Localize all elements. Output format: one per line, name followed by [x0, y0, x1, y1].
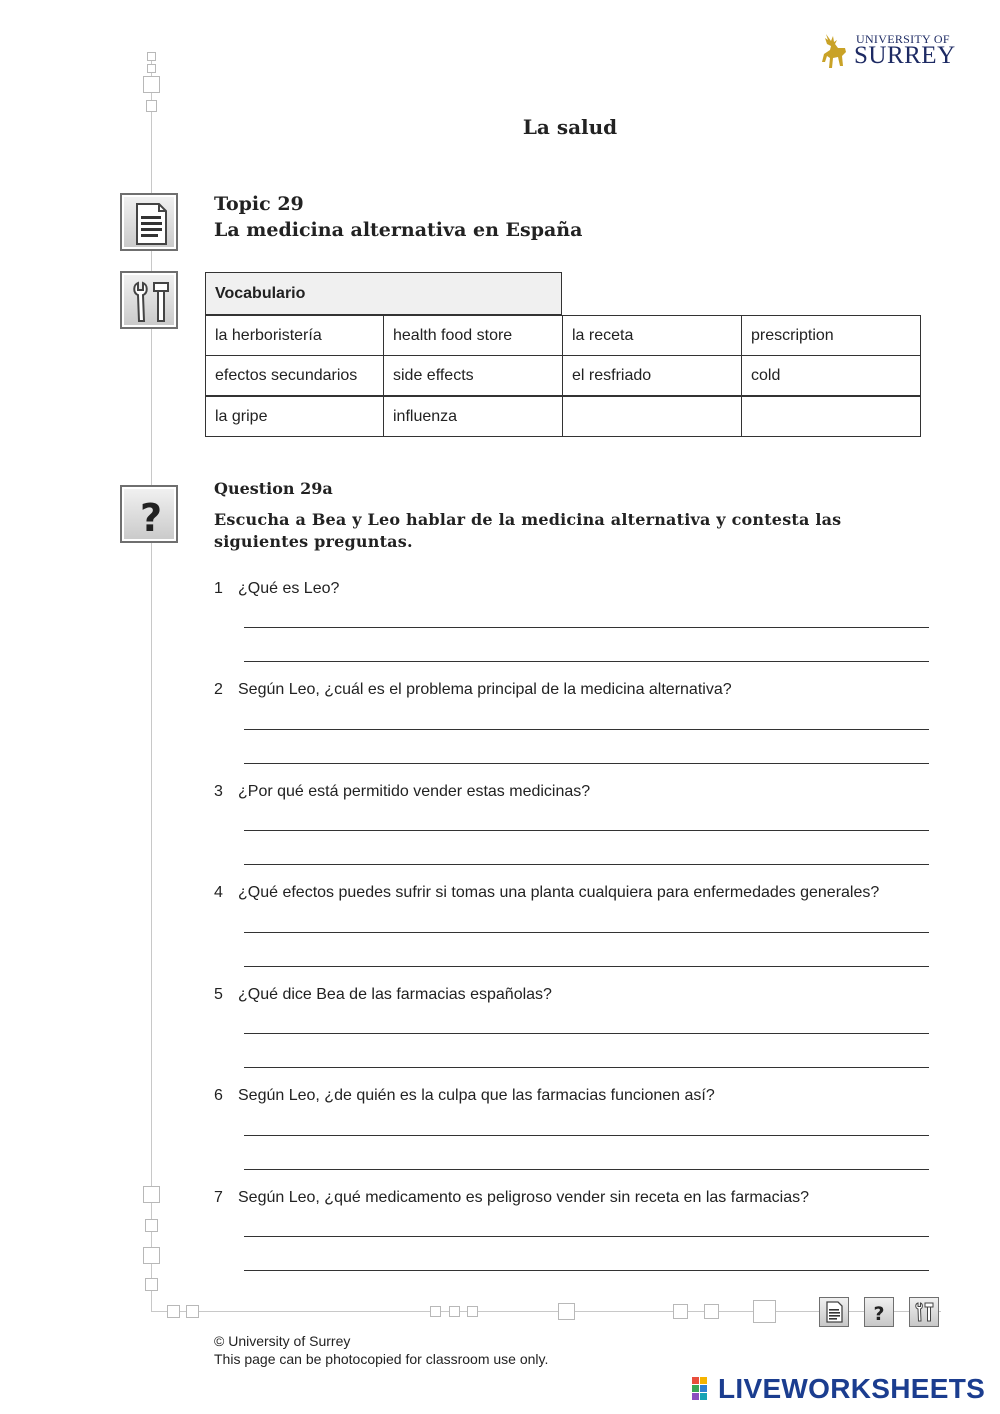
answer-line[interactable]: [244, 729, 929, 730]
question-text: Según Leo, ¿de quién es la culpa que las farmacias funcionen así?: [238, 1087, 715, 1104]
question-item: [214, 580, 934, 680]
tools-icon: [120, 271, 178, 329]
question-number: 6: [214, 1087, 223, 1104]
answer-line[interactable]: [244, 763, 929, 764]
answer-line[interactable]: [244, 1135, 929, 1136]
footer-question-icon: [864, 1297, 894, 1327]
question-number: 3: [214, 783, 223, 800]
vocab-row: [205, 315, 921, 356]
frame-square: [753, 1300, 776, 1323]
question-item: [214, 884, 934, 984]
vocab-cell: influenza: [383, 396, 563, 437]
question-number: 4: [214, 884, 223, 901]
question-number: 5: [214, 986, 223, 1003]
answer-line[interactable]: [244, 1270, 929, 1271]
vocab-cell: la herboristería: [205, 315, 384, 356]
footer-document-icon: [819, 1297, 849, 1327]
frame-square: [143, 76, 160, 93]
vocab-heading: Vocabulario: [205, 272, 562, 315]
footer-tools-icon: [909, 1297, 939, 1327]
frame-square: [704, 1304, 719, 1319]
question-item: [214, 1189, 934, 1289]
frame-square: [186, 1305, 199, 1318]
liveworksheets-brand: LIVEWORKSHEETS: [718, 1373, 986, 1404]
frame-square: [147, 64, 156, 73]
answer-line[interactable]: [244, 627, 929, 628]
svg-text:?: ?: [139, 496, 163, 540]
question-text: ¿Qué efectos puedes sufrir si tomas una planta cualquiera para enfermedades generales?: [238, 884, 880, 901]
frame-square: [430, 1306, 441, 1317]
answer-line[interactable]: [244, 932, 929, 933]
question-number: 7: [214, 1189, 223, 1206]
copyright-text: © University of Surrey: [214, 1333, 351, 1349]
frame-square: [145, 1278, 158, 1291]
question-text: ¿Qué es Leo?: [238, 580, 340, 597]
question-icon: [120, 485, 178, 543]
question-item: [214, 1087, 934, 1187]
vocab-cell: health food store: [383, 315, 563, 356]
frame-square: [449, 1306, 460, 1317]
university-logo: [818, 30, 958, 72]
photocopy-note: This page can be photocopied for classroom use only.: [214, 1351, 549, 1367]
question-text: ¿Por qué está permitido vender estas medicinas?: [238, 783, 591, 800]
vocab-cell: prescription: [741, 315, 921, 356]
frame-square: [167, 1305, 180, 1318]
topic-title: La medicina alternativa en España: [214, 219, 583, 241]
frame-square: [143, 1247, 160, 1264]
question-text: Según Leo, ¿qué medicamento es peligroso vender sin receta en las farmacias?: [238, 1189, 809, 1206]
logo-line1: UNIVERSITY OF: [856, 32, 950, 46]
question-item: [214, 681, 934, 781]
question-instruction: Escucha a Bea y Leo hablar de la medicina alternativa y contesta las siguientes preguntas.: [214, 510, 842, 551]
vocab-cell: cold: [741, 355, 921, 396]
frame-square: [146, 100, 157, 112]
answer-line[interactable]: [244, 1169, 929, 1170]
question-text: ¿Qué dice Bea de las farmacias españolas?: [238, 986, 552, 1003]
answer-line[interactable]: [244, 966, 929, 967]
frame-square: [147, 52, 156, 61]
vocab-cell: efectos secundarios: [205, 355, 384, 396]
frame-square: [467, 1306, 478, 1317]
vocab-cell: la gripe: [205, 396, 384, 437]
question-label: Question 29a: [214, 479, 333, 498]
question-item: [214, 986, 934, 1086]
page-title: La salud: [522, 115, 618, 139]
vocab-cell: side effects: [383, 355, 563, 396]
answer-line[interactable]: [244, 1236, 929, 1237]
frame-square: [558, 1303, 575, 1320]
vocab-cell: el resfriado: [562, 355, 742, 396]
frame-square: [673, 1304, 688, 1319]
logo-line2: SURREY: [854, 42, 956, 69]
question-number: 2: [214, 681, 223, 698]
liveworksheets-logo-icon: [692, 1375, 716, 1403]
question-item: [214, 783, 934, 883]
vocab-row: [205, 396, 921, 437]
question-number: 1: [214, 580, 223, 597]
question-text: Según Leo, ¿cuál es el problema principal de la medicina alternativa?: [238, 681, 732, 698]
svg-text:?: ?: [873, 1303, 885, 1325]
stag-icon: [818, 30, 852, 72]
answer-line[interactable]: [244, 661, 929, 662]
vocab-cell: [562, 396, 742, 437]
answer-line[interactable]: [244, 1067, 929, 1068]
frame-square: [143, 1186, 160, 1203]
answer-line[interactable]: [244, 1033, 929, 1034]
vocab-row: [205, 355, 921, 396]
vocab-cell: [741, 396, 921, 437]
document-icon: [120, 193, 178, 251]
frame-square: [145, 1219, 158, 1232]
vocab-cell: la receta: [562, 315, 742, 356]
answer-line[interactable]: [244, 864, 929, 865]
topic-number: Topic 29: [214, 193, 304, 215]
answer-line[interactable]: [244, 830, 929, 831]
